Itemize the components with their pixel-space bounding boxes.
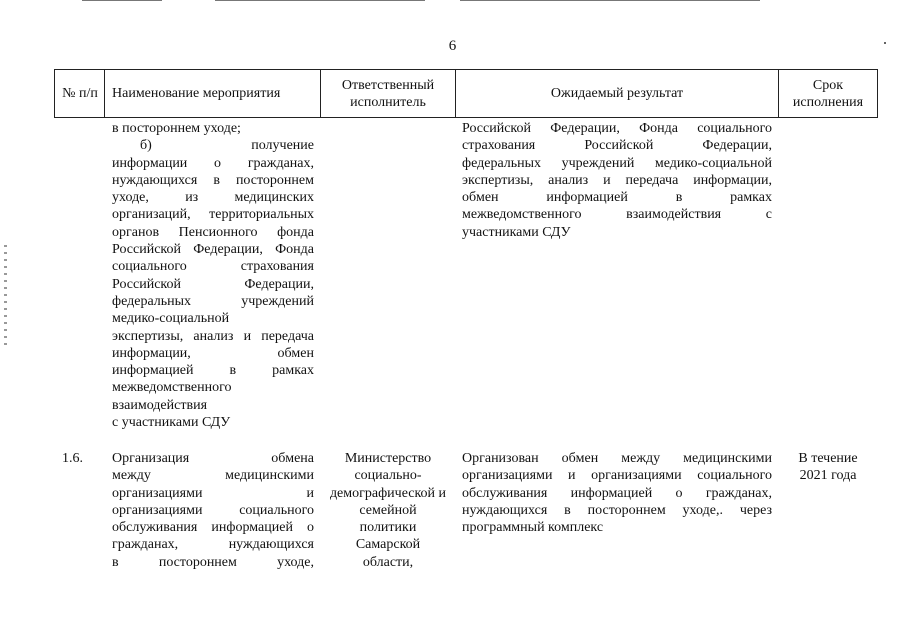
row-1-6-responsible-cell xyxy=(322,450,454,571)
col-divider xyxy=(104,69,105,118)
header-name-label: Наименование мероприятия xyxy=(112,86,281,101)
name-line: в постороннем уходе, xyxy=(112,554,314,570)
row-1-6-term-cell xyxy=(782,450,874,485)
result-line: обслуживания информацией о гражданах, xyxy=(462,485,772,501)
result-line: нуждающихся в постороннем уходе,. через xyxy=(462,502,772,518)
name-line: б) получение xyxy=(140,138,314,154)
name-line: в постороннем уходе; xyxy=(112,121,241,136)
page-number: 6 xyxy=(448,38,457,54)
responsible-line: Министерство xyxy=(344,451,432,466)
result-line: программный комплекс xyxy=(462,520,604,536)
term-line: 2021 года xyxy=(799,468,857,484)
responsible-line: Самарской xyxy=(355,537,421,553)
name-line: организаций, территориальных xyxy=(112,207,314,223)
name-line: гражданах, нуждающихся xyxy=(112,537,314,553)
result-line: Российской Федерации, Фонда социального xyxy=(462,121,772,136)
name-line: медико-социальной xyxy=(112,311,230,327)
name-line: с участниками СДУ xyxy=(112,415,231,431)
result-line: участниками СДУ xyxy=(462,224,571,240)
name-line: Российской Федерации, xyxy=(112,276,314,292)
header-number-label: № п/п xyxy=(62,86,98,101)
name-line: Организация обмена xyxy=(112,451,314,466)
row-1-6-name-cell xyxy=(112,450,314,571)
col-divider xyxy=(778,69,779,118)
header-term xyxy=(784,70,872,117)
result-line: Организован обмен между медицинскими xyxy=(462,451,772,466)
responsible-line: демографической и xyxy=(329,485,447,501)
name-line: организациями социального xyxy=(112,502,314,518)
name-line: обслуживания информацией о xyxy=(112,520,314,536)
top-scan-line xyxy=(82,0,162,1)
responsible-line: социально- xyxy=(354,468,422,484)
header-term-label: Срок исполнения xyxy=(792,77,864,110)
name-line: экспертизы, анализ и передача xyxy=(112,328,314,344)
responsible-line: области, xyxy=(362,554,414,570)
name-line: информации, обмен xyxy=(112,345,314,361)
name-line: между медицинскими xyxy=(112,468,314,484)
header-name xyxy=(112,70,317,117)
top-scan-line xyxy=(460,0,760,1)
name-line: нуждающихся в постороннем xyxy=(112,172,314,188)
margin-scan-marks xyxy=(4,245,7,350)
continued-result-cell xyxy=(462,120,772,241)
result-line: экспертизы, анализ и передача информации, xyxy=(462,172,772,188)
name-line: информации о гражданах, xyxy=(112,155,314,171)
col-divider xyxy=(455,69,456,118)
name-line: органов Пенсионного фонда xyxy=(112,224,314,240)
header-responsible-label: Ответственный исполнитель xyxy=(341,77,435,110)
responsible-line: политики xyxy=(359,520,417,536)
name-line: федеральных учреждений xyxy=(112,293,314,309)
row-1-6-result-cell xyxy=(462,450,772,536)
name-line: взаимодействия xyxy=(112,397,208,413)
name-line: уходе, из медицинских xyxy=(112,190,314,206)
result-line: организациями и организациями социального xyxy=(462,468,772,484)
col-divider xyxy=(320,69,321,118)
col-divider xyxy=(877,69,878,118)
name-line: межведомственного xyxy=(112,380,232,396)
header-result xyxy=(462,70,772,117)
header-bottom-border xyxy=(54,117,878,118)
name-line: социального страхования xyxy=(112,259,314,275)
name-line: Российской Федерации, Фонда xyxy=(112,242,314,258)
responsible-line: семейной xyxy=(359,502,417,518)
top-scan-line xyxy=(215,0,425,1)
continued-name-cell xyxy=(112,120,314,431)
col-divider xyxy=(54,69,55,118)
header-result-label: Ожидаемый результат xyxy=(550,86,684,101)
name-line: информацией в рамках xyxy=(112,363,314,379)
row-number: 1.6. xyxy=(62,451,83,466)
result-line: федеральных учреждений медико-социальной xyxy=(462,155,772,171)
header-number xyxy=(62,70,98,117)
result-line: страхования Российской Федерации, xyxy=(462,138,772,154)
name-line: организациями и xyxy=(112,485,314,501)
result-line: обмен информацией в рамках xyxy=(462,190,772,206)
header-responsible xyxy=(326,70,450,117)
term-line: В течение xyxy=(798,451,858,466)
result-line: межведомственного взаимодействия с xyxy=(462,207,772,223)
row-1-6-number xyxy=(62,450,98,467)
